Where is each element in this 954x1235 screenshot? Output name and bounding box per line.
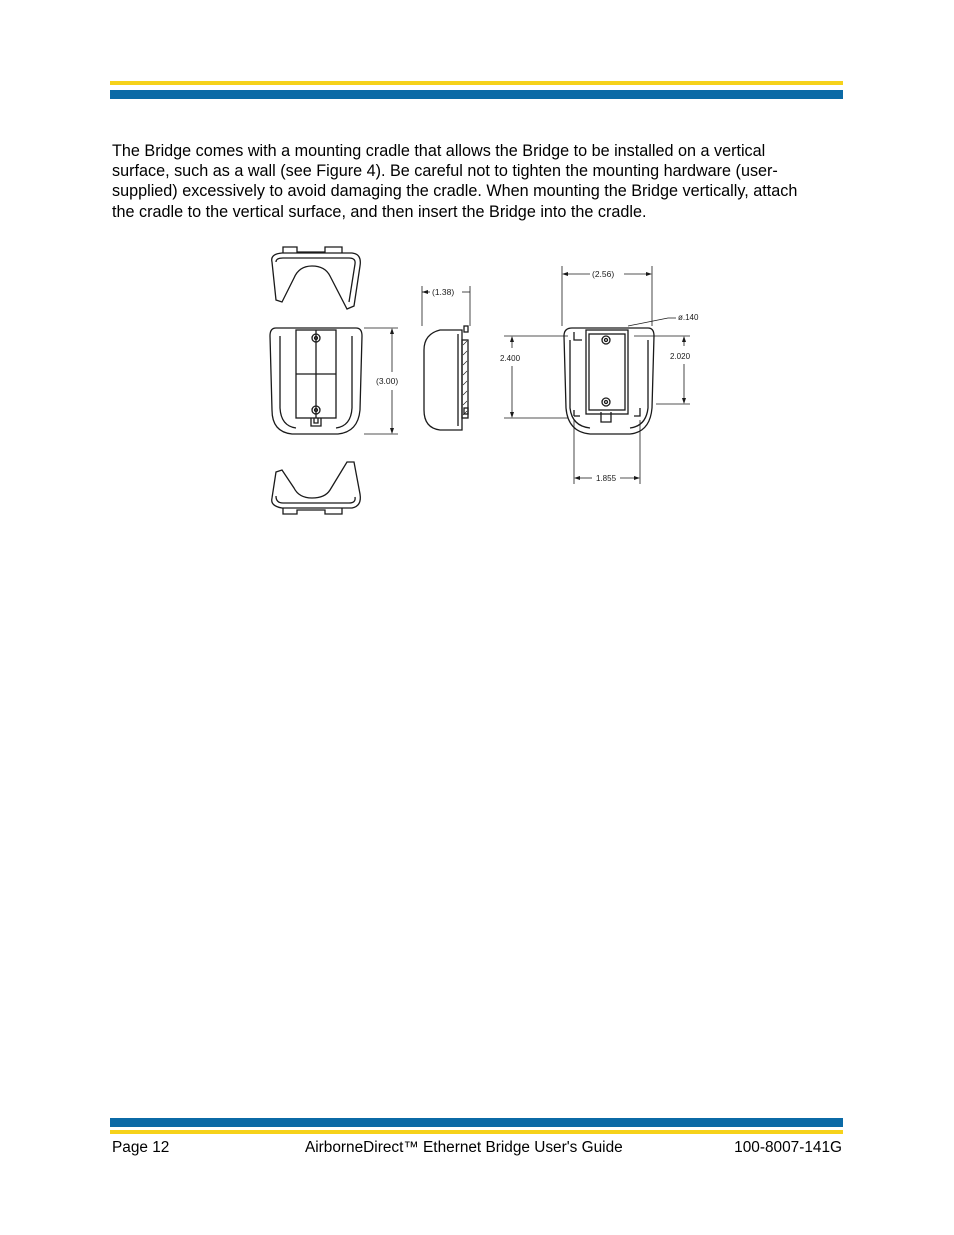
document-number: 100-8007-141G	[734, 1139, 842, 1156]
body-paragraph	[112, 141, 847, 222]
mounting-cradle-drawing	[262, 240, 722, 525]
document-title: AirborneDirect™ Ethernet Bridge User's Guide	[305, 1139, 623, 1156]
cradle-side-view	[422, 286, 470, 430]
footer-rule-yellow	[110, 1130, 843, 1134]
dim-hole-spacing-left: 2.400	[500, 354, 521, 363]
dim-depth-side: (1.38)	[432, 287, 455, 297]
page-footer	[112, 1139, 842, 1161]
paragraph-line: supplied) excessively to avoid damaging the cradle. When mounting the Bridge vertically, attach	[112, 182, 798, 201]
dim-hole-spacing-right: 2.020	[670, 352, 691, 361]
dim-hole-diameter: ø.140	[678, 313, 699, 322]
paragraph-line: surface, such as a wall (see Figure 4). Be careful not to tighten the mounting hardware (user-	[112, 162, 778, 181]
dim-width-rear: (2.56)	[592, 269, 615, 279]
header-rule-yellow	[110, 81, 843, 85]
header-rule-blue	[110, 90, 843, 99]
dim-bottom-width: 1.855	[596, 474, 617, 483]
cradle-bottom-view	[272, 462, 361, 514]
paragraph-line: The Bridge comes with a mounting cradle that allows the Bridge to be installed on a vertical	[112, 142, 766, 160]
paragraph-line: the cradle to the vertical surface, and then insert the Bridge into the cradle.	[112, 202, 647, 221]
dim-height-front: (3.00)	[376, 376, 399, 386]
cradle-top-view	[272, 247, 361, 309]
footer-rule-blue	[110, 1118, 843, 1127]
page-number: Page 12	[112, 1139, 170, 1156]
cradle-rear-view	[504, 266, 690, 484]
